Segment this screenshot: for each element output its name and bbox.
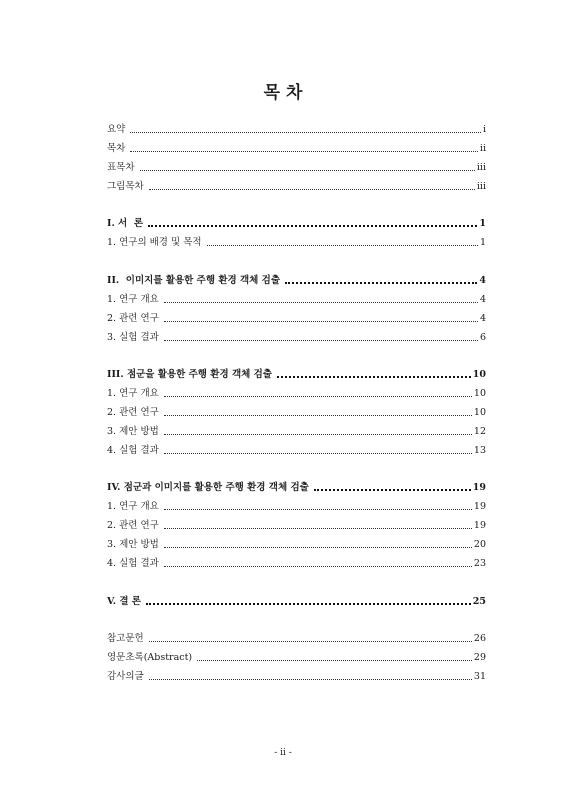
dot-leader [164,340,478,341]
toc-entry-page: 10 [473,407,486,418]
toc-entry-label: 1. 연구 개요 [107,294,159,305]
toc-entry[interactable] [107,311,486,325]
toc-entry-label: 감사의글 [107,671,144,682]
toc-chapter[interactable] [107,367,486,381]
toc-entry[interactable] [107,669,486,683]
dot-leader [140,170,475,171]
dot-leader [277,376,471,378]
toc-chapter-label: II. 이미지를 활용한 주행 환경 객체 검출 [107,275,281,286]
toc-entry-label: 3. 제안 방법 [107,426,159,437]
dot-leader [314,489,471,491]
toc-entry-page: 20 [473,539,486,550]
toc-entry-page: 13 [473,445,486,456]
dot-leader [164,453,472,454]
toc-entry[interactable] [107,631,486,645]
toc-entry[interactable] [107,386,486,400]
toc-entry-label: 1. 연구 개요 [107,501,159,512]
dot-leader [146,603,471,605]
toc-entry-label: 표목차 [107,162,135,173]
toc-chapter[interactable] [107,273,486,287]
toc-entry-label: 1. 연구 개요 [107,388,159,399]
toc-entry-page: 12 [473,426,486,437]
toc-entry[interactable] [107,537,486,551]
toc-entry-page: iii [476,181,486,192]
toc-entry[interactable] [107,141,486,155]
page-title: 목 차 [263,83,303,103]
toc-entry-page: 31 [473,671,486,682]
dot-leader [130,132,481,133]
toc-entry[interactable] [107,650,486,664]
toc-entry-page: 19 [473,520,486,531]
toc-entry-label: 4. 실험 결과 [107,558,159,569]
toc-entry-label: 3. 실험 결과 [107,332,159,343]
dot-leader [148,225,477,227]
toc-entry-label: 2. 관련 연구 [107,407,159,418]
dot-leader [164,415,472,416]
dot-leader [149,679,472,680]
toc-entry-label: 그림목차 [107,181,144,192]
toc-chapter-page: 10 [472,369,486,380]
toc-entry-label: 1. 연구의 배경 및 목적 [107,237,202,248]
dot-leader [164,509,472,510]
toc-entry[interactable] [107,160,486,174]
dot-leader [149,189,475,190]
toc-chapter-page: 25 [472,596,486,607]
toc-entry-label: 4. 실험 결과 [107,445,159,456]
dot-leader [285,282,477,284]
toc-entry-label: 2. 관련 연구 [107,520,159,531]
dot-leader [149,641,472,642]
toc-entry-page: i [482,124,486,135]
toc-chapter[interactable] [107,594,486,608]
dot-leader [197,660,472,661]
dot-leader [164,396,472,397]
toc-chapter[interactable] [107,480,486,494]
toc-chapter-label: V. 결 론 [107,596,141,607]
toc-entry-label: 참고문헌 [107,633,144,644]
toc-entry-label: 요약 [107,124,126,135]
dot-leader [164,528,472,529]
toc-entry[interactable] [107,330,486,344]
toc-entry-page: 19 [473,501,486,512]
toc-entry-page: 26 [473,633,486,644]
toc-entry-label: 2. 관련 연구 [107,313,159,324]
dot-leader [164,302,478,303]
toc-entry-page: iii [476,162,486,173]
toc-entry-page: 4 [479,294,486,305]
dot-leader [164,547,472,548]
page-number-footer: - ii - [274,748,292,758]
toc-entry[interactable] [107,235,486,249]
toc-entry-page: 23 [473,558,486,569]
toc-entry[interactable] [107,518,486,532]
toc-chapter-page: 19 [472,482,486,493]
toc-entry-page: 10 [473,388,486,399]
dot-leader [164,321,478,322]
toc-chapter-label: I. 서 론 [107,218,144,229]
dot-leader [207,245,478,246]
toc-entry[interactable] [107,122,486,136]
toc-chapter-label: IV. 점군과 이미지를 활용한 주행 환경 객체 검출 [107,482,309,493]
toc-entry[interactable] [107,499,486,513]
toc-chapter-page: 1 [479,218,486,229]
toc-entry[interactable] [107,405,486,419]
toc-entry-page: 1 [479,237,486,248]
toc-entry-page: 6 [479,332,486,343]
toc-entry-page: ii [479,143,486,154]
toc-chapter[interactable] [107,216,486,230]
toc-entry-page: 4 [479,313,486,324]
toc-entry-page: 29 [473,652,486,663]
toc-entry-label: 목차 [107,143,126,154]
toc-entry[interactable] [107,179,486,193]
dot-leader [164,434,472,435]
toc-chapter-label: III. 점군을 활용한 주행 환경 객체 검출 [107,369,272,380]
dot-leader [164,566,472,567]
toc-entry[interactable] [107,424,486,438]
toc-entry[interactable] [107,292,486,306]
toc-chapter-page: 4 [479,275,486,286]
toc-entry[interactable] [107,556,486,570]
toc-entry-label: 영문초록(Abstract) [107,652,193,663]
toc-entry-label: 3. 제안 방법 [107,539,159,550]
dot-leader [130,151,478,152]
toc-entry[interactable] [107,443,486,457]
